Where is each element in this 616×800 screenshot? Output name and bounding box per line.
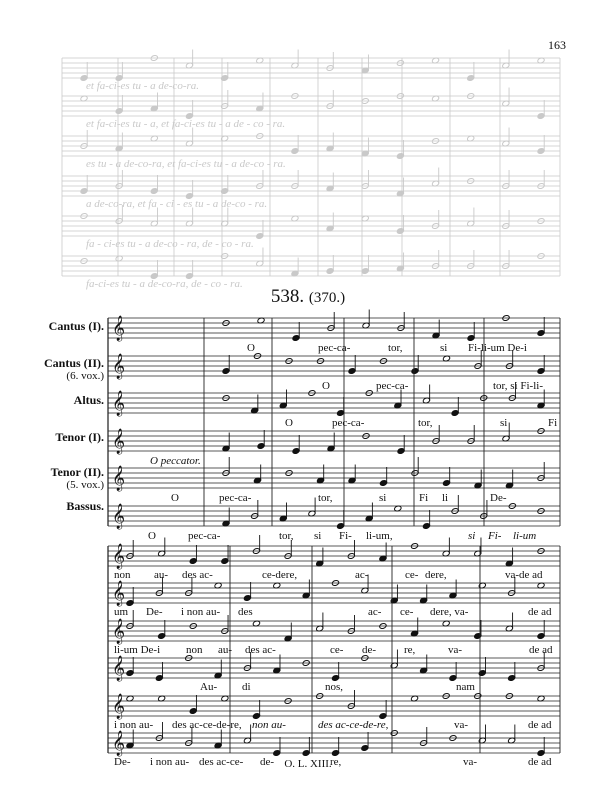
clef-mark: 𝄞: [112, 731, 126, 756]
system2-lyric: des ac-: [245, 644, 276, 656]
system2-lyric: ac-: [355, 569, 369, 581]
voice-subtitle: (6. vox.): [66, 370, 104, 382]
system1-lyric: li: [442, 492, 449, 504]
clef-mark: 𝄞: [112, 466, 126, 491]
faded-lyric-line: fa - ci-es tu - a de-co - ra, de - co - ra.: [86, 238, 254, 250]
system2-lyric: ce-dere,: [262, 569, 298, 581]
system2-lyric: de ad: [528, 606, 552, 618]
system2-lyric: non: [114, 569, 131, 581]
system1-lyric: si: [379, 492, 387, 504]
system2-lyric: ac-: [368, 606, 382, 618]
system2-lyric: va-: [463, 756, 478, 768]
system2-lyric: dere, va-: [430, 606, 469, 618]
faded-lyric-line: a de-co-ra, et fa - ci - es tu - a de-co - ra.: [86, 198, 268, 210]
system2-lyric: dere,: [425, 569, 447, 581]
system2-lyric: re,: [330, 756, 342, 768]
system2-lyric: nos,: [325, 681, 344, 693]
system1-lyric: pec-ca-: [188, 530, 221, 542]
voice-name: Cantus (II).: [43, 356, 104, 370]
system1-lyric: De-: [490, 492, 507, 504]
system1-lyric: li-um: [513, 530, 537, 542]
tenor2-cue: O peccator.: [150, 455, 201, 467]
system1-lyric: si: [440, 342, 448, 354]
system1-lyric: li-um,: [366, 530, 393, 542]
clef-mark: 𝄞: [112, 656, 126, 681]
voice-name: Tenor (II).: [50, 465, 104, 479]
system2-lyric: de-: [260, 756, 275, 768]
clef-mark: 𝄞: [112, 581, 126, 606]
system2-lyric: ce-: [330, 644, 344, 656]
system2-lyric: um: [114, 606, 129, 618]
system1-lyric: tor,: [418, 417, 433, 429]
page-number: 163: [548, 38, 566, 52]
system2-lyric: nam: [456, 681, 475, 693]
system2-lyric: des ac-ce-de-re,: [172, 719, 242, 731]
clef-mark: 𝄞: [112, 316, 126, 341]
system2-lyric: i non au-: [150, 756, 190, 768]
system2-lyric: va-de ad: [505, 569, 543, 581]
system2-lyric: De-: [114, 756, 131, 768]
voice-subtitle: (5. vox.): [66, 479, 104, 491]
clef-mark: 𝄞: [112, 544, 126, 569]
voice-name: Bassus.: [66, 499, 104, 513]
faded-lyric-line: et fa-ci-es tu - a, et fa-ci-es tu - a de - co - ra.: [86, 118, 286, 130]
system2-lyric: ce-: [400, 606, 414, 618]
voice-name: Altus.: [73, 393, 104, 407]
voice-name: Tenor (I).: [55, 430, 104, 444]
voice-label: [4, 320, 104, 333]
system2-lyric: i non au-: [114, 719, 154, 731]
system1-lyric: O: [247, 342, 255, 354]
system2-lyric: de ad: [528, 719, 552, 731]
system2-lyric: va-: [448, 644, 463, 656]
system2-lyric: des ac-ce-de-re,: [318, 719, 389, 731]
system2-lyric: des ac-ce-: [199, 756, 244, 768]
system1-lyric: si: [468, 530, 476, 542]
system2-lyric: De-: [146, 606, 163, 618]
clef-mark: 𝄞: [112, 429, 126, 454]
system1-lyric: Fi-li-um De-i: [468, 342, 527, 354]
system2-lyric: non: [186, 644, 203, 656]
faded-lyric-line: es tu - a de-co-ra, et fa-ci-es tu - a de-co - ra.: [86, 158, 286, 170]
voice-name: Cantus (I).: [48, 319, 104, 333]
system1-lyric: Fi: [548, 417, 558, 429]
system1-lyric: pec-ca-: [318, 342, 351, 354]
system2-lyric: au-: [154, 569, 169, 581]
system1-lyric: O: [148, 530, 156, 542]
system1-lyric: O: [171, 492, 179, 504]
system2-lyric: Au-: [200, 681, 218, 693]
clef-mark: 𝄞: [112, 391, 126, 416]
faded-lyric-line: fa-ci-es tu - a de-co-ra, de - co - ra.: [86, 278, 243, 290]
system1-lyric: O: [322, 380, 330, 392]
system2-lyric: di: [242, 681, 251, 693]
voice-label: [4, 431, 104, 444]
system2-lyric: i non au-: [181, 606, 221, 618]
piece-number: 538.: [270, 286, 305, 307]
system2-lyric: de ad: [529, 644, 553, 656]
clef-mark: 𝄞: [112, 354, 126, 379]
system2-lyric: de ad: [528, 756, 552, 768]
system1-lyric: tor, si Fi-li-: [493, 380, 543, 392]
faded-lyric-line: et fa-ci-es tu - a de-co-ra.: [86, 80, 200, 92]
clef-mark: 𝄞: [112, 619, 126, 644]
system1-lyric: tor,: [279, 530, 294, 542]
clef-mark: 𝄞: [112, 694, 126, 719]
system1-lyric: Fi-: [339, 530, 352, 542]
system2-lyric: non au-: [252, 719, 286, 731]
system1-lyric: si: [500, 417, 508, 429]
system1-lyric: Fi-: [488, 530, 502, 542]
piece-alt-number: (370.): [308, 290, 346, 306]
system1-lyric: si: [314, 530, 322, 542]
system2-lyric: re,: [404, 644, 416, 656]
system2-lyric: li-um De-i: [114, 644, 161, 656]
system2-lyric: des: [238, 606, 253, 618]
system1-lyric: tor,: [388, 342, 403, 354]
system2-lyric: de-: [362, 644, 377, 656]
voice-label: [4, 500, 104, 513]
system1-lyric: Fi: [419, 492, 429, 504]
system1-lyric: pec-ca-: [376, 380, 409, 392]
clef-mark: 𝄞: [112, 504, 126, 529]
voice-label: [4, 394, 104, 407]
system2-lyric: va-: [454, 719, 469, 731]
system2-lyric: ce-: [405, 569, 419, 581]
voice-label: [4, 466, 104, 492]
system2-lyric: au-: [218, 644, 233, 656]
signature-mark: O. L. XIII.: [284, 758, 332, 770]
system1-lyric: pec-ca-: [332, 417, 365, 429]
voice-label: [4, 357, 104, 383]
system1-lyric: pec-ca-: [219, 492, 252, 504]
system1-lyric: tor,: [318, 492, 333, 504]
system2-lyric: des ac-: [182, 569, 213, 581]
system1-lyric: O: [285, 417, 293, 429]
